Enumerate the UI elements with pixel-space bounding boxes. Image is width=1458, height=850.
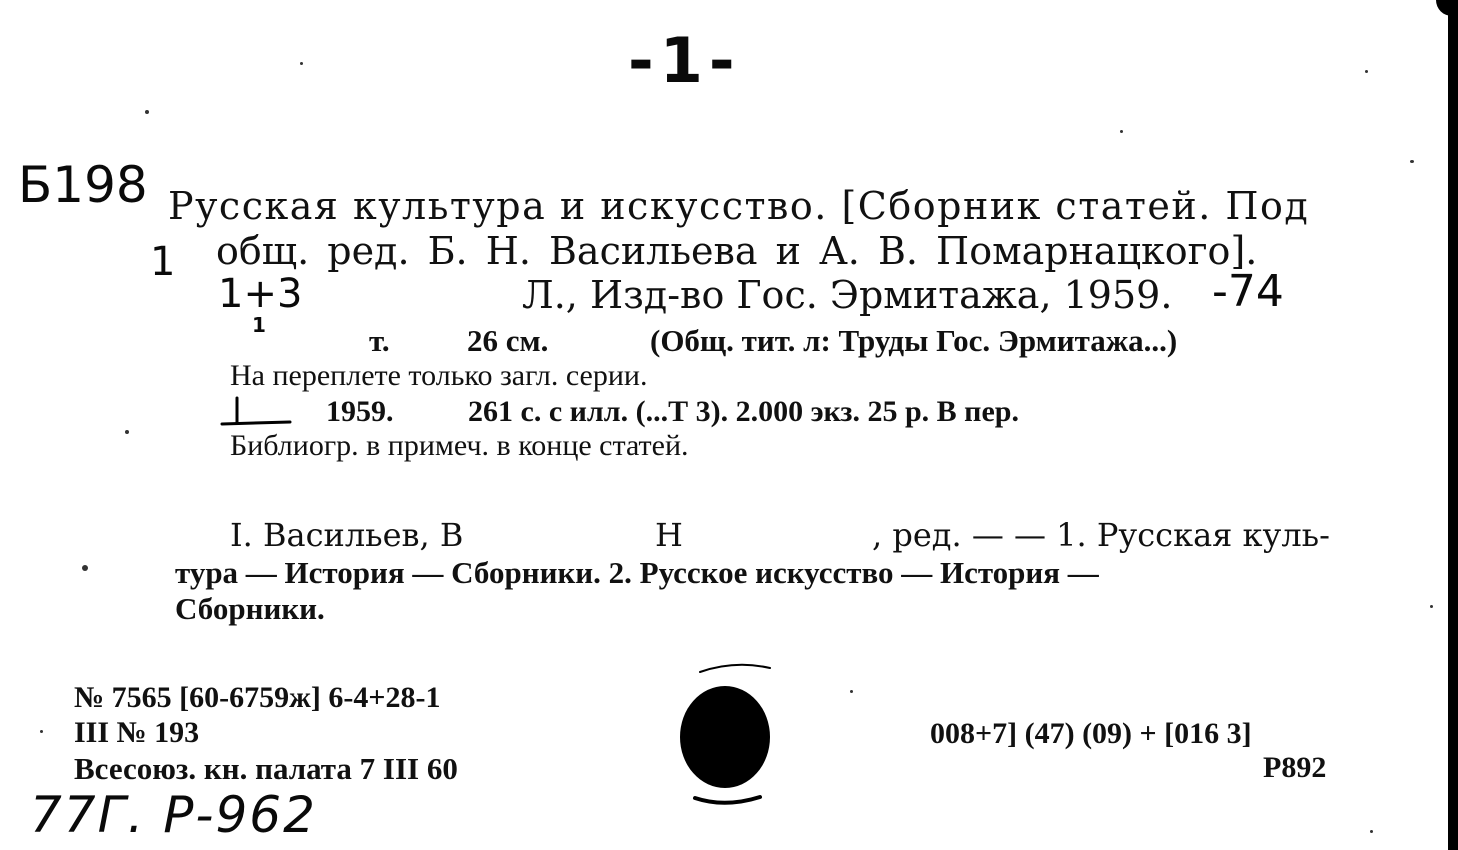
tracing-editor-initial: Н xyxy=(655,516,683,554)
entry-volume-details: 261 с. с илл. (...Т 3). 2.000 экз. 25 р. В пер. xyxy=(468,395,1019,428)
handwritten-call-code-sub: 1 xyxy=(150,239,176,285)
entry-title-line: Русская культура и искусство. [Сборник статей. Под xyxy=(168,184,1310,228)
entry-volume-year: 1959. xyxy=(326,395,394,428)
handwritten-price-mark: -74 xyxy=(1212,266,1284,317)
entry-series-note: (Общ. тит. л: Труды Гос. Эрмитажа...) xyxy=(650,323,1178,358)
footer-chamber: Всесоюз. кн. палата 7 III 60 xyxy=(74,751,458,786)
handwritten-volume-mark: 1+3 xyxy=(218,271,303,317)
entry-binding-note: На переплете только загл. серии. xyxy=(230,359,648,392)
tracing-editor-surname: I. Васильев, В xyxy=(230,516,464,554)
tracing-subjects-line3: Сборники. xyxy=(175,591,325,626)
footer-classification: 008+7] (47) (09) + [016 3] xyxy=(930,717,1252,750)
footer-order-number: № 7565 [60-6759ж] 6-4+28-1 xyxy=(74,681,441,714)
tracing-editor-role: , ред. — — 1. Русская куль- xyxy=(872,516,1330,554)
handwritten-call-code: Б198 xyxy=(18,156,148,214)
entry-bibliography-note: Библиогр. в примеч. в конце статей. xyxy=(230,429,689,462)
entry-physical-size: 26 см. xyxy=(467,323,549,358)
handwritten-bottom-code: 77Г. Р-962 xyxy=(30,786,317,844)
handwritten-card-number: -1- xyxy=(628,24,741,97)
footer-print-number: III № 193 xyxy=(74,716,200,749)
entry-imprint-line: Л., Изд-во Гос. Эрмитажа, 1959. xyxy=(522,273,1173,317)
handwritten-volume-tick: 1 xyxy=(252,313,266,337)
entry-physical-t: т. xyxy=(369,323,390,358)
footer-author-mark: Р892 xyxy=(1263,751,1327,784)
tracing-subjects-line2: тура — История — Сборники. 2. Русское искусство — История — xyxy=(175,555,1099,590)
entry-editors-line: общ. ред. Б. Н. Васильева и А. В. Помарнацкого]. xyxy=(216,229,1258,273)
